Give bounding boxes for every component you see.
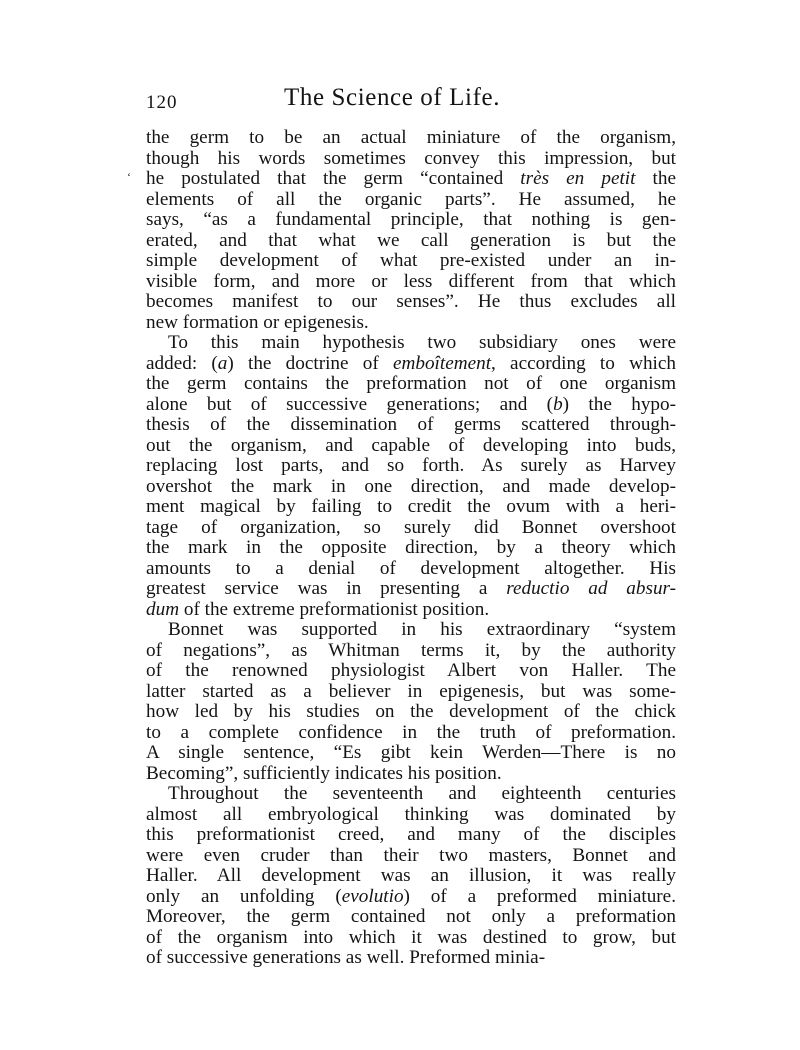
text-line: visible form, and more or less different from that which [146, 270, 676, 292]
text-line: latter started as a believer in epigenesis, but was some- [146, 680, 676, 702]
text-line: replacing lost parts, and so forth. As surely as Harvey [146, 455, 676, 476]
text-line: though his words sometimes convey this impression, but [146, 147, 676, 169]
text-line: elements of all the organic parts”. He assumed, he [146, 188, 676, 210]
paragraph [146, 333, 676, 620]
paragraph [146, 128, 676, 333]
text-line: To this main hypothesis two subsidiary ones were [168, 332, 676, 353]
text-line: simple development of what pre-existed under an in- [146, 250, 676, 271]
text-line: added: (a) the doctrine of emboîtement, according to which [146, 352, 676, 374]
text-line: tage of organization, so surely did Bonnet overshoot [146, 516, 676, 538]
text-line: ment magical by failing to credit the ovum with a heri- [146, 496, 676, 517]
text-line: overshot the mark in one direction, and made develop- [146, 475, 676, 497]
text-line: out the organism, and capable of developing into buds, [146, 434, 676, 456]
text-line: erated, and that what we call generation is but the [146, 229, 676, 251]
text-line: Throughout the seventeenth and eighteenth centuries [168, 783, 676, 804]
text-line: almost all embryological thinking was dominated by [146, 803, 676, 825]
text-line: Becoming”, sufficiently indicates his position. [146, 762, 502, 784]
text-line: were even cruder than their two masters, Bonnet and [146, 844, 676, 866]
text-line: alone but of successive generations; and (b) the hypo- [146, 393, 676, 415]
text-line: of negations”, as Whitman terms it, by the authority [146, 639, 676, 661]
text-line: A single sentence, “Es gibt kein Werden—There is no [146, 742, 676, 763]
text-line: dum of the extreme preformationist position. [146, 598, 490, 620]
text-line: thesis of the dissemination of germs scattered through- [146, 414, 676, 435]
text-line: to a complete confidence in the truth of preformation. [146, 721, 676, 743]
text-line: Bonnet was supported in his extraordinary “system [168, 619, 676, 640]
stray-ink-mark: ‘ [127, 170, 131, 184]
text-line: becomes manifest to our senses”. He thus excludes all [146, 291, 676, 312]
body-text [146, 128, 676, 969]
text-line: the germ contains the preformation not of one organism [146, 373, 676, 394]
paragraph [146, 620, 676, 784]
text-line: greatest service was in presenting a reductio ad absur- [146, 578, 677, 599]
running-title: The Science of Life. [284, 84, 501, 111]
text-line: of the organism into which it was destined to grow, but [146, 926, 676, 948]
text-line: he postulated that the germ “contained très en petit the [146, 168, 677, 189]
text-line: of successive generations as well. Preformed minia- [146, 947, 546, 968]
running-head [146, 84, 674, 124]
text-line: of the renowned physiologist Albert von Haller. The [146, 660, 676, 681]
text-line: only an unfolding (evolutio) of a preformed miniature. [146, 885, 676, 907]
text-line: this preformationist creed, and many of the disciples [146, 824, 676, 845]
text-line: amounts to a denial of development altogether. His [146, 557, 676, 579]
page-number: 120 [146, 92, 178, 113]
text-line: Haller. All development was an illusion, it was really [146, 865, 676, 886]
text-line: how led by his studies on the development of the chick [146, 701, 676, 722]
text-line: Moreover, the germ contained not only a preformation [146, 906, 676, 927]
paragraph [146, 784, 676, 969]
text-line: says, “as a fundamental principle, that nothing is gen- [146, 209, 676, 230]
text-line: the germ to be an actual miniature of the organism, [146, 127, 676, 148]
text-line: new formation or epigenesis. [146, 311, 369, 333]
text-line: the mark in the opposite direction, by a theory which [146, 537, 676, 558]
